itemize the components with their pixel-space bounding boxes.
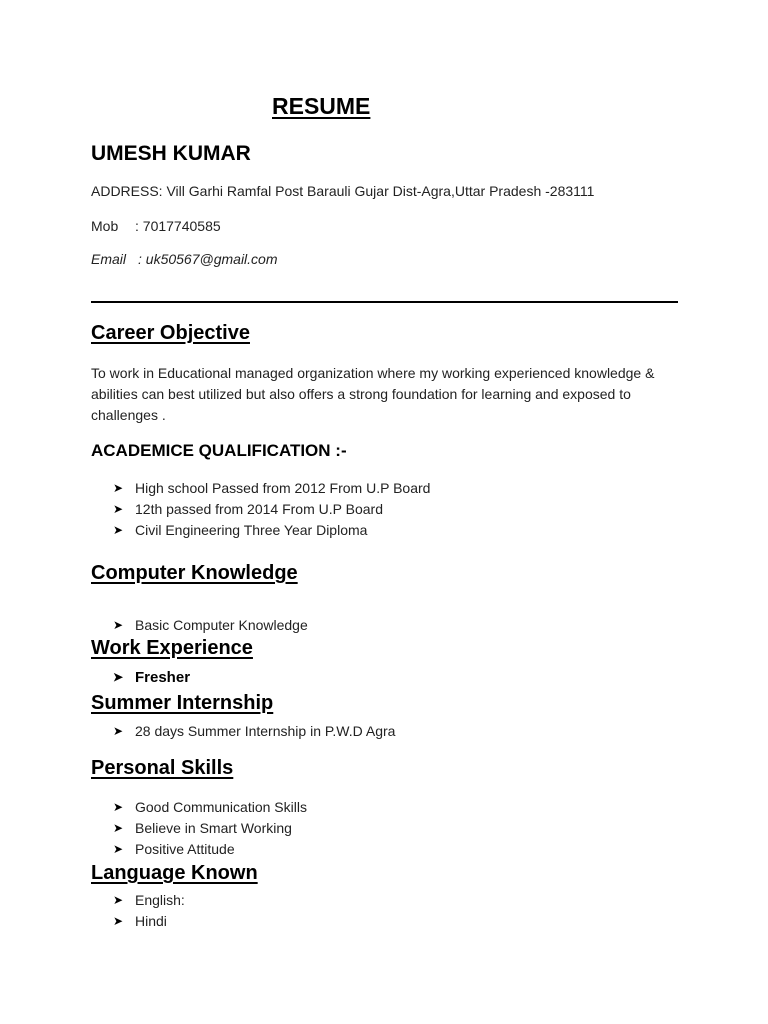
- address-line: ADDRESS: Vill Garhi Ramfal Post Barauli Gujar Dist-Agra,Uttar Pradesh -283111: [91, 183, 595, 199]
- arrow-bullet-icon: ➤: [113, 800, 124, 814]
- academic-list: [113, 478, 430, 541]
- list-item: [113, 890, 185, 911]
- arrow-bullet-icon: ➤: [113, 821, 124, 835]
- list-item-text: Fresher: [135, 669, 191, 686]
- email-value: : uk50567@gmail.com: [138, 251, 278, 267]
- summer-internship-list: [113, 721, 395, 742]
- list-item-text: English:: [135, 892, 185, 908]
- list-item: [113, 520, 430, 541]
- arrow-bullet-icon: ➤: [113, 481, 124, 495]
- work-experience-list: [113, 667, 190, 688]
- list-item-text: Hindi: [135, 913, 167, 929]
- list-item: [113, 499, 430, 520]
- list-item: [113, 797, 307, 818]
- arrow-bullet-icon: ➤: [113, 670, 124, 684]
- computer-knowledge-heading: Computer Knowledge: [91, 562, 298, 584]
- arrow-bullet-icon: ➤: [113, 523, 124, 537]
- arrow-bullet-icon: ➤: [113, 914, 124, 928]
- candidate-name: UMESH KUMAR: [91, 142, 251, 165]
- computer-knowledge-list: [113, 615, 308, 636]
- career-objective-heading: Career Objective: [91, 322, 250, 344]
- arrow-bullet-icon: ➤: [113, 502, 124, 516]
- personal-skills-list: [113, 797, 307, 860]
- arrow-bullet-icon: ➤: [113, 618, 124, 632]
- work-experience-heading: Work Experience: [91, 637, 253, 659]
- list-item-text: Basic Computer Knowledge: [135, 617, 308, 633]
- list-item: [113, 839, 307, 860]
- language-known-list: [113, 890, 185, 932]
- list-item: [113, 667, 190, 688]
- list-item: [113, 818, 307, 839]
- list-item: [113, 615, 308, 636]
- list-item-text: Civil Engineering Three Year Diploma: [135, 522, 368, 538]
- arrow-bullet-icon: ➤: [113, 724, 124, 738]
- list-item-text: 12th passed from 2014 From U.P Board: [135, 501, 383, 517]
- list-item-text: Positive Attitude: [135, 841, 235, 857]
- list-item: [113, 478, 430, 499]
- list-item: [113, 911, 185, 932]
- section-divider: [91, 301, 678, 303]
- mobile-label: Mob: [91, 218, 119, 234]
- mobile-value: : 7017740585: [135, 218, 221, 234]
- arrow-bullet-icon: ➤: [113, 842, 124, 856]
- list-item-text: Believe in Smart Working: [135, 820, 292, 836]
- email-label: Email: [91, 251, 127, 267]
- academic-heading: ACADEMICE QUALIFICATION :-: [91, 441, 347, 460]
- personal-skills-heading: Personal Skills: [91, 757, 234, 779]
- list-item-text: 28 days Summer Internship in P.W.D Agra: [135, 723, 396, 739]
- list-item-text: High school Passed from 2012 From U.P Board: [135, 480, 431, 496]
- mobile-line: [91, 218, 221, 234]
- list-item: [113, 721, 395, 742]
- career-objective-text: To work in Educational managed organization where my working experienced knowledge & abilities can best utilized but also offers a strong foundation for learning and exposed to challenges .: [91, 365, 655, 423]
- resume-title: RESUME: [272, 93, 371, 119]
- list-item-text: Good Communication Skills: [135, 799, 307, 815]
- email-line: [91, 251, 278, 267]
- summer-internship-heading: Summer Internship: [91, 692, 274, 714]
- language-known-heading: Language Known: [91, 862, 258, 884]
- arrow-bullet-icon: ➤: [113, 893, 124, 907]
